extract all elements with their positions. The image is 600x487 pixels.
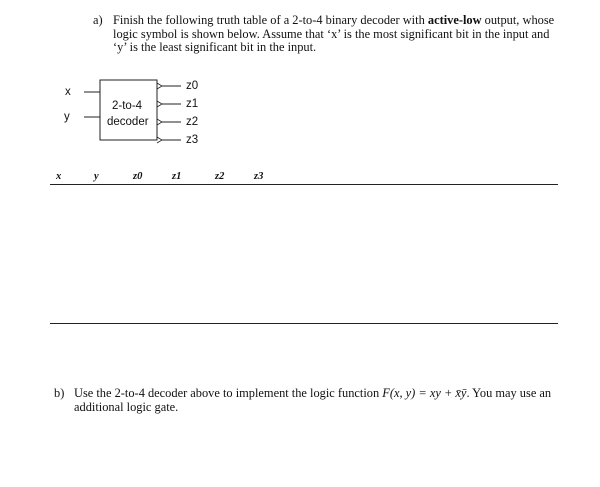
decoder-label-line1: 2-to-4 — [112, 100, 143, 112]
question-a-bold: active-low — [427, 13, 482, 27]
table-header-z3: z3 — [254, 171, 264, 182]
question-b-text-start: Use the 2-to-4 decoder above to implement the logic function — [74, 386, 383, 400]
question-b-text-end: . You may use an additional logic gate. — [74, 386, 552, 415]
input-label-y: y — [64, 111, 70, 123]
question-a-text-end: output, whose logic symbol is shown below. Assume that ‘x’ is the most significant bit in the input and ‘y’ is the least significant bit in the input. — [113, 13, 555, 55]
output-z0 — [157, 83, 181, 89]
output-z1 — [157, 101, 181, 107]
question-b-formula: F(x, y) = xy + x̄ȳ — [382, 386, 467, 400]
question-b — [54, 386, 554, 415]
output-label-z3: z3 — [186, 134, 199, 146]
input-label-x: x — [65, 86, 71, 98]
question-b-text — [74, 386, 554, 415]
table-header-x: x — [56, 171, 62, 182]
table-header-z1: z1 — [172, 171, 182, 182]
output-label-z2: z2 — [186, 116, 199, 128]
question-a-label: a) — [93, 13, 103, 27]
output-label-z0: z0 — [186, 80, 199, 92]
table-bottom-rule — [50, 323, 558, 324]
decoder-symbol — [0, 0, 600, 190]
question-b-label: b) — [54, 386, 65, 400]
table-header-y: y — [94, 171, 99, 182]
output-label-z1: z1 — [186, 98, 199, 110]
table-header-z0: z0 — [133, 171, 143, 182]
table-header-rule — [50, 184, 558, 185]
decoder-diagram — [0, 0, 600, 190]
question-a-text-start: Finish the following truth table of a 2-to-4 binary decoder with — [113, 13, 428, 27]
output-z3 — [157, 137, 181, 143]
table-header-z2: z2 — [215, 171, 225, 182]
decoder-label-line2: decoder — [107, 116, 149, 128]
output-z2 — [157, 119, 181, 125]
